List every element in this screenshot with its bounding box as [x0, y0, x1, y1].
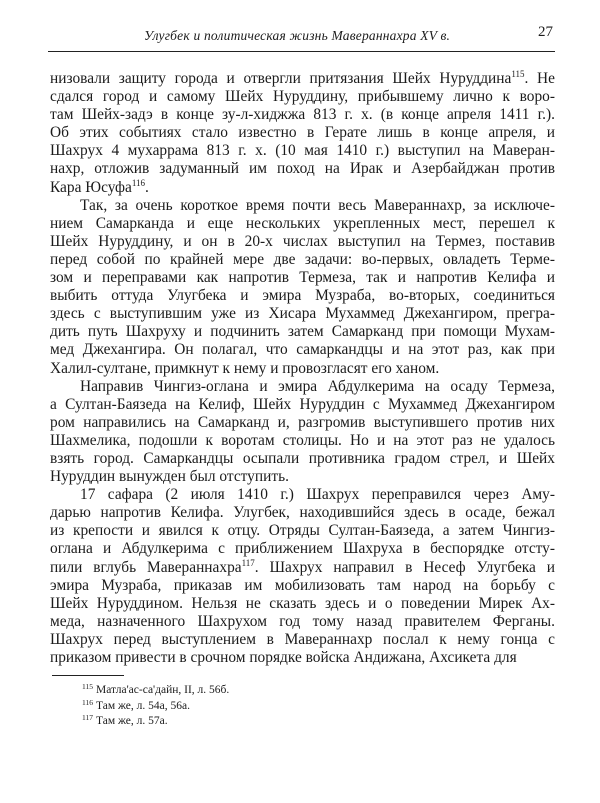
text-line	[50, 631, 555, 649]
text-segment: Шахрух перед выступлением в Мавераннахр послал к нему гонца с	[50, 630, 555, 648]
text-line	[50, 595, 555, 613]
text-line	[50, 396, 555, 414]
text-line	[50, 450, 555, 468]
text-segment: дить путь Шахруху и подчинить затем Самарканд при помощи Мухам-	[50, 323, 555, 341]
footnote-text: Матла'ас-са'дайн, II, л. 56б.	[95, 684, 230, 696]
footnote-ref: 116	[131, 177, 146, 188]
body-text	[50, 70, 555, 667]
text-line	[50, 251, 555, 269]
text-line	[50, 124, 555, 142]
text-segment: пили вглубь Мавераннахра	[50, 558, 242, 576]
text-segment: . Не	[524, 70, 555, 87]
text-segment: зом и переправами как напротив Термеза, так и напротив Келифа и	[50, 269, 555, 287]
text-segment: перед собой по крайней мере две задачи: во-первых, овладеть Терме-	[50, 250, 555, 268]
footnote-number: 115	[82, 682, 93, 691]
footnote	[82, 683, 229, 699]
text-segment: низовали защиту города и отвергли притязания Шейх Нуруддина	[50, 70, 512, 87]
text-line	[50, 197, 555, 215]
header-rule	[48, 51, 555, 52]
text-line	[50, 522, 555, 540]
text-segment: а Султан-Баязеда на Келиф, Шейх Нуруддин с Мухаммед Джехангиром	[50, 395, 555, 413]
text-segment: Нуруддин вынужден был отступить.	[50, 468, 289, 486]
text-line	[50, 378, 555, 396]
text-segment: мед Джехангира. Он полагал, что самаркандцы и на этот раз, как при	[50, 341, 555, 359]
footnote-text: Там же, л. 54а, 56а.	[95, 699, 190, 712]
text-line	[50, 179, 555, 197]
text-segment: Шейх Нуруддину, и он в 20-х числах выступил на Термез, поставив	[50, 232, 555, 250]
text-line	[50, 160, 555, 178]
text-segment: взять город. Самаркандцы осыпали противника градом стрел, и Шейх	[50, 449, 555, 467]
text-segment: ром направились на Самарканд и, разгромив выступившего против них	[50, 413, 555, 431]
footnote-rule	[52, 675, 124, 676]
text-segment: приказом привести в срочном порядке войска Андижана, Ахсикета для	[50, 649, 517, 666]
text-segment: Об этих событиях стало известно в Герате лишь в конце апреля, и	[50, 124, 555, 142]
text-line	[50, 341, 555, 359]
text-line	[50, 559, 555, 577]
text-line	[50, 305, 555, 323]
text-line	[50, 540, 555, 558]
text-line	[50, 70, 555, 88]
text-line	[50, 432, 555, 450]
paragraph	[50, 70, 555, 197]
text-line	[50, 233, 555, 251]
text-line	[50, 504, 555, 522]
text-line	[50, 649, 555, 667]
text-line	[50, 323, 555, 341]
text-segment: оглана и Абдулкерима с приближением Шахруха в беспорядке отсту-	[50, 540, 555, 558]
text-segment: Шахмелика, подошли к воротам столицы. Но и на этот раз не удалось	[50, 431, 555, 449]
footnote-text: Там же, л. 57а.	[95, 715, 168, 727]
text-line	[50, 577, 555, 595]
running-title: Улугбек и политическая жизнь Мавераннахра XV в.	[144, 28, 451, 43]
text-line	[50, 468, 555, 486]
text-segment: из крепости и явился к отцу. Отряды Султан-Баязеда, а затем Чингиз-	[50, 522, 555, 540]
text-segment: там Шейх-задэ в конце зу-л-хиджжа 813 г. х. (в конце апреля 1411 г.).	[50, 106, 555, 124]
footnote-number: 116	[82, 697, 93, 707]
text-segment: Шахрух 4 мухаррама 813 г. х. (10 мая 1410 г.) выступил на Маверан-	[50, 142, 555, 160]
text-segment: эмира Музраба, приказав им мобилизовать там народ на борьбу с	[50, 576, 555, 594]
footnote-number: 117	[82, 713, 93, 722]
text-line	[50, 360, 555, 378]
text-segment: меда, назначенного Шахрухом год тому назад правителем Ферганы.	[50, 612, 555, 630]
text-segment: . Шахрух направил в Несеф Улугбека и	[254, 558, 555, 576]
text-line	[50, 414, 555, 432]
text-segment: Кара Юсуфа	[50, 178, 132, 196]
paragraph	[50, 486, 555, 667]
text-line	[50, 88, 555, 106]
text-segment: Халил-султане, примкнут к нему и провозгласят его ханом.	[50, 359, 440, 377]
text-segment: дарью напротив Келифа. Улугбек, находившийся здесь в осаде, бежал	[50, 504, 555, 522]
text-line	[50, 613, 555, 631]
text-segment: 17 сафара (2 июля 1410 г.) Шахрух переправился через Аму-	[80, 486, 555, 504]
text-line	[50, 486, 555, 504]
paragraph	[50, 378, 555, 487]
footnote	[82, 699, 229, 715]
text-segment: .	[145, 178, 149, 196]
page-number: 27	[538, 24, 553, 40]
text-segment: Шейх Нуруддином. Нельзя не сказать здесь и о поведении Мирек Ах-	[50, 594, 555, 612]
text-segment: Так, за очень короткое время почти весь Мавераннахр, за исключе-	[80, 196, 555, 214]
text-line	[50, 287, 555, 305]
footnotes	[82, 683, 229, 730]
text-segment: здесь с выступившим уже из Хисара Мухаммед Джехангиром, прегра-	[50, 305, 555, 323]
running-header	[48, 24, 555, 50]
text-line	[50, 106, 555, 124]
footnote-ref: 117	[241, 557, 255, 568]
text-segment: сдался город и самому Шейх Нуруддину, прибывшему лично к воро-	[50, 88, 555, 106]
text-segment: выбить оттуда Улугбека и эмира Музраба, во-вторых, соединиться	[50, 287, 555, 305]
text-segment: Направив Чингиз-оглана и эмира Абдулкерима на осаду Термеза,	[80, 377, 555, 395]
text-segment: нахр, отложив задуманный им поход на Ирак и Азербайджан против	[50, 160, 555, 178]
text-line	[50, 142, 555, 160]
text-line	[50, 215, 555, 233]
paragraph	[50, 197, 555, 378]
text-line	[50, 269, 555, 287]
footnote	[82, 714, 229, 730]
text-segment: нием Самарканда и еще нескольких укрепленных мест, перешел к	[50, 214, 555, 232]
footnote-ref: 115	[511, 69, 525, 79]
